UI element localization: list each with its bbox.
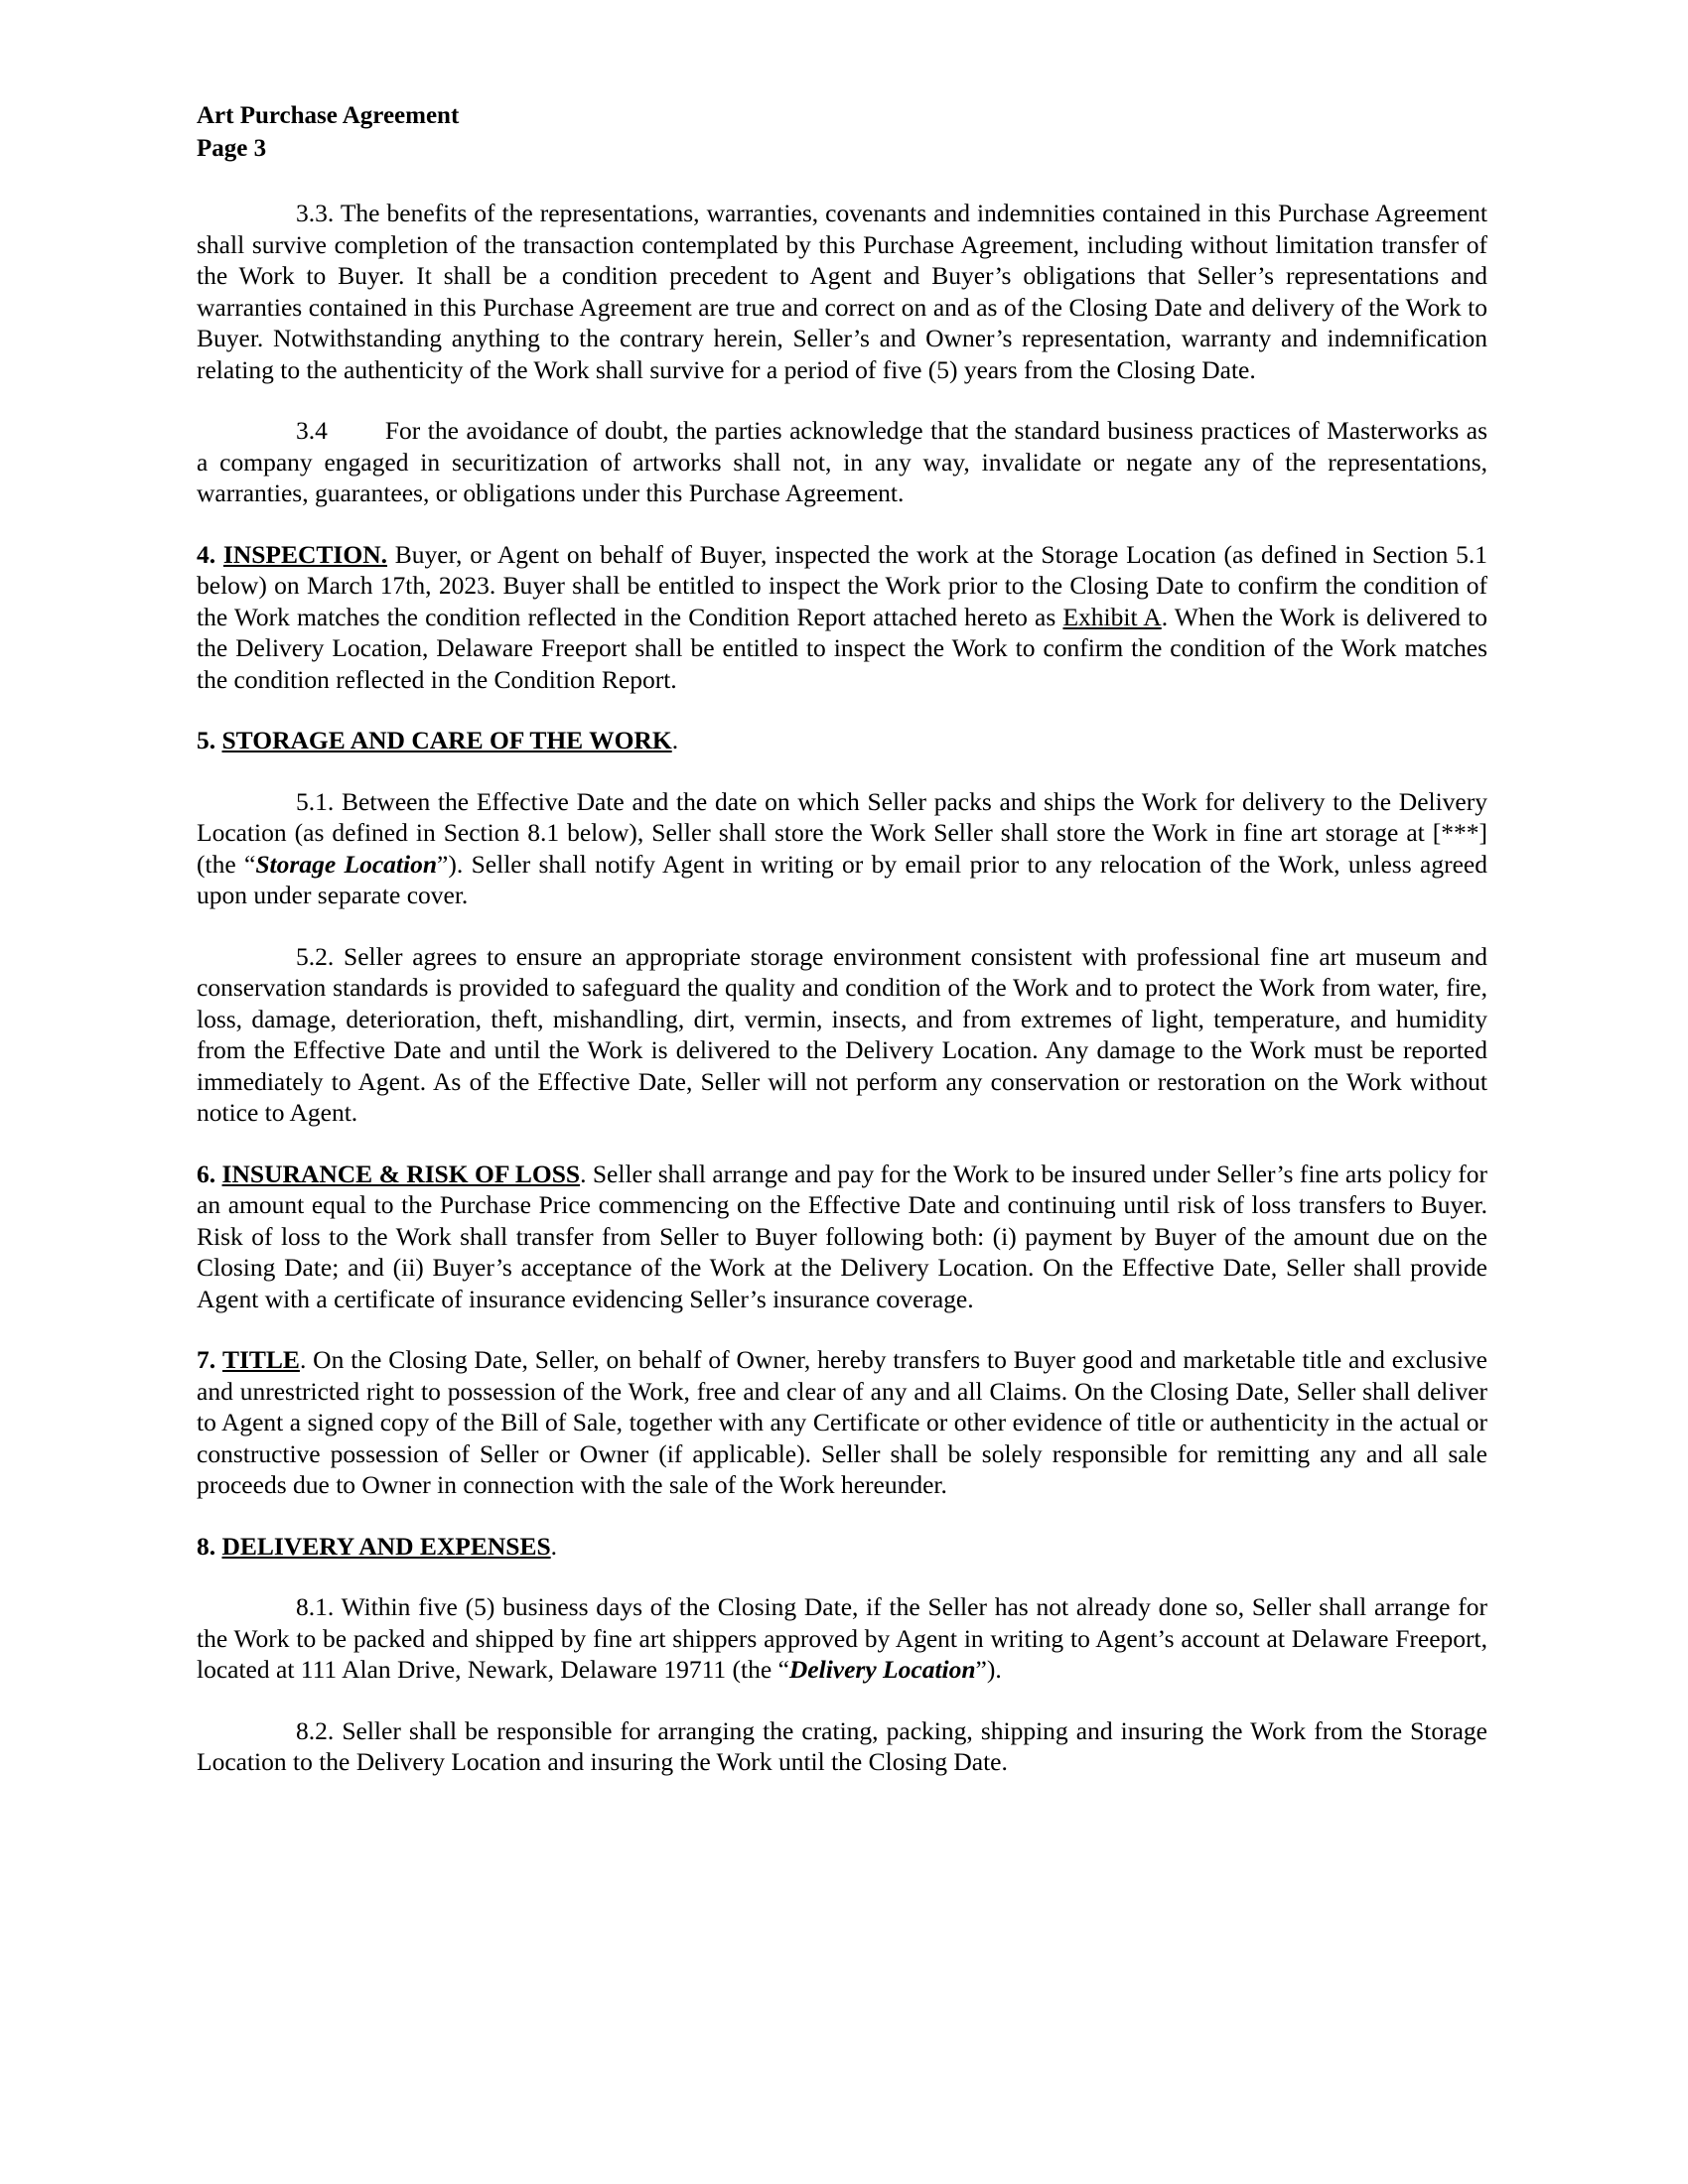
section-8-heading [197,1531,1487,1563]
page-number: Page 3 [197,135,267,162]
delivery-location-term: Delivery Location [788,1655,976,1684]
section-8-trailing-period: . [550,1531,558,1561]
section-5-title: STORAGE AND CARE OF THE WORK [221,726,672,754]
paragraph-3-3: 3.3. The benefits of the representations, warranties, covenants and indemnities contained in this Purchase Agreement shall survive completion of the transaction contemplated by this Purchase Agreement, including without limitation transfer of the Work to Buyer. It shall be a condition precedent to Agent and Buyer’s obligations that Seller’s representations and warranties contained in this Purchase Agreement are true and correct on and as of the Closing Date and delivery of the Work to Buyer. Notwithstanding anything to the contrary herein, Seller’s and Owner’s representation, warranty and indemnification relating to the authenticity of the Work shall survive for a period of five (5) years from the Closing Date. [197,199,1487,384]
paragraph-8-1-text-b: ”). [975,1655,1002,1684]
section-6-title: INSURANCE & RISK OF LOSS [221,1159,581,1188]
section-5-number: 5. [197,726,216,754]
paragraph-8-1-text-a: 8.1. Within five (5) business days of the Closing Date, if the Seller has not already done so, Seller shall arrange for the Work to be packed and shipped by fine art shippers approved by Agent in writing to Agent’s account at Delaware Freeport, located at 111 Alan Drive, Newark, Delaware 19711 (the “ [197,1592,1487,1684]
section-4-title: INSPECTION. [222,539,387,569]
paragraph-8-1 [197,1591,1487,1686]
section-4-text-b: . When the Work is delivered to the Delivery Location, Delaware Freeport shall be entitled to inspect the Work to confirm the condition of the Work matches the condition reflected in the Condition Report. [197,602,1487,694]
section-4-text-a: Buyer, or Agent on behalf of Buyer, inspected the work at the Storage Location (as defined in Section 5.1 below) on March 17th, 2023. Buyer shall be entitled to inspect the Work prior to the Closing Date to confirm the condition of the Work matches the condition reflected in the Condition Report attached hereto as [197,539,1487,631]
section-7-heading: TITLE [221,1345,300,1374]
paragraph-5-1 [197,786,1487,911]
section-6-insurance [197,1159,1487,1315]
paragraph-5-2: 5.2. Seller agrees to ensure an appropriate storage environment consistent with professional fine art museum and conservation standards is provided to safeguard the quality and condition of the Work and to protect the Work from water, fire, loss, damage, deterioration, theft, mishandling, dirt, vermin, insects, and from extremes of light, temperature, and humidity from the Effective Date and until the Work is delivered to the Delivery Location. Any damage to the Work must be reported immediately to Agent. As of the Effective Date, Seller will not perform any conservation or restoration on the Work without notice to Agent. [197,941,1487,1127]
section-4-inspection [197,539,1487,696]
section-7-text: . On the Closing Date, Seller, on behalf of Owner, hereby transfers to Buyer good and marketable title and exclusive and unrestricted right to possession of the Work, free and clear of any and all Claims. On the Closing Date, Seller shall deliver to Agent a signed copy of the Bill of Sale, together with any Certificate or other evidence of title or authenticity in the actual or constructive possession of Seller or Owner (if applicable). Seller shall be solely responsible for remitting any and all sale proceeds due to Owner in connection with the sale of the Work hereunder. [197,1345,1487,1499]
paragraph-8-2: 8.2. Seller shall be responsible for arranging the crating, packing, shipping and insuring the Work from the Storage Location to the Delivery Location and insuring the Work until the Closing Date. [197,1715,1487,1776]
paragraph-3-4-number: 3.4 [296,416,328,445]
paragraph-3-4-text: For the avoidance of doubt, the parties acknowledge that the standard business practices of Masterworks as a company engaged in securitization of artworks shall not, in any way, invalidate or negate any of the representations, warranties, guarantees, or obligations under this Purchase Agreement. [197,416,1487,507]
paragraph-5-1-text-a: 5.1. Between the Effective Date and the date on which Seller packs and ships the Work for delivery to the Delivery Location (as defined in Section 8.1 below), Seller shall store the Work Seller shall store the Work in fine art storage at [***] (the “ [197,786,1487,879]
section-8-number: 8. [197,1531,216,1561]
section-8-title: DELIVERY AND EXPENSES [221,1531,551,1561]
section-6-number: 6. [197,1159,216,1188]
section-4-number: 4. [197,539,216,569]
section-7-number: 7. [197,1345,216,1374]
paragraph-5-1-text-b: ”). Seller shall notify Agent in writing or by email prior to any relocation of the Work, unless agreed upon under separate cover. [197,849,1487,909]
page-header [197,99,1487,165]
paragraph-3-4 [197,415,1487,509]
section-5-trailing-period: . [671,726,679,754]
document-title: Art Purchase Agreement [197,102,460,129]
section-5-heading [197,725,1487,756]
storage-location-term: Storage Location [255,849,438,879]
document-page [197,99,1487,1808]
exhibit-a-reference: Exhibit A [1062,602,1162,631]
section-7-title [197,1344,1487,1501]
section-6-text: . Seller shall arrange and pay for the Work to be insured under Seller’s fine arts policy for an amount equal to the Purchase Price commencing on the Effective Date and continuing until risk of loss transfers to Buyer. Risk of loss to the Work shall transfer from Seller to Buyer following both: (i) payment by Buyer of the amount due on the Closing Date; and (ii) Buyer’s acceptance of the Work at the Delivery Location. On the Effective Date, Seller shall provide Agent with a certificate of insurance evidencing Seller’s insurance coverage. [197,1159,1488,1313]
